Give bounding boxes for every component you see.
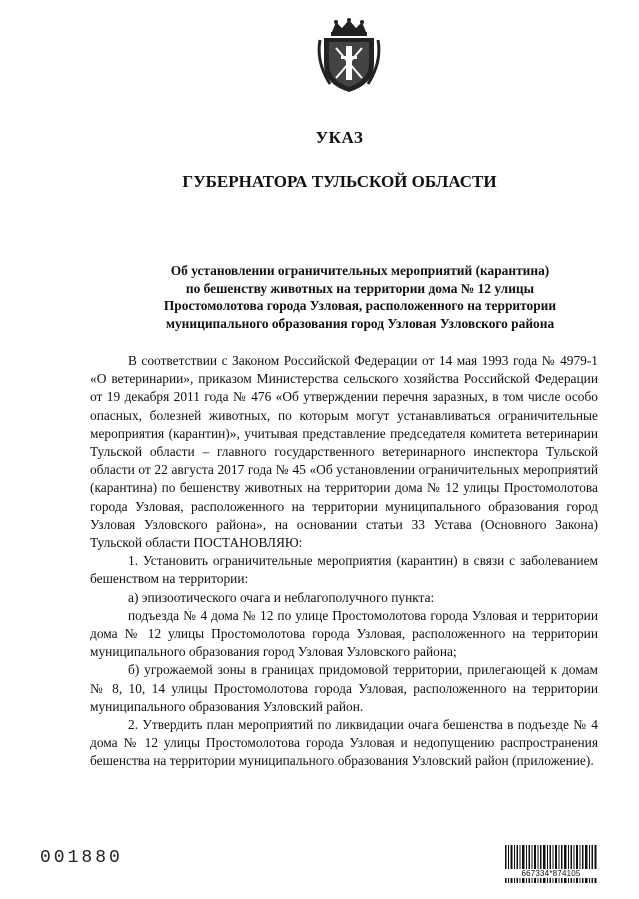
item-1a-paragraph: а) эпизоотического очага и неблагополучного пункта:: [128, 589, 435, 605]
heading-line: Об установлении ограничительных мероприятий (карантина): [170, 263, 550, 278]
heading-line: муниципального образования город Узловая Узловского района: [165, 315, 555, 331]
document-title: УКАЗ: [315, 128, 364, 147]
preamble-paragraph: В соответствии с Законом Российской Федерации от 14 мая 1993 года № 4979-1 «О ветеринарии», приказом Министерства сельского хозяйства Российской Федерации от 19 декабря 2011 года № 476 «Об утверждении перечня заразных, в том числе особо опасных, болезней животных, по которым могут устанавливаться ограничительные мероприятия (карантин)», учитывая представление председателя комитета ветеринарии Тульской области – главного государственного ветеринарного инспектора Тульской области от 22 августа 2017 года № 45 «Об установлении ограничительных мероприятий (карантина) по бешенству животных на территории дома № 12 улицы Простомолотова города Узловая, расположенного на территории муниципального образования город Узловая Узловского района», на основании статьи 33 Устава (Основного Закона) Тульской области ПОСТАНОВЛЯЮ:: [90, 353, 598, 551]
item-1-paragraph: 1. Установить ограничительные мероприятия (карантин) в связи с заболеванием бешенством на территории:: [90, 553, 598, 587]
tula-coat-of-arms-icon: [316, 18, 382, 94]
barcode-number: 667334*874105: [505, 869, 597, 878]
heading-line: Простомолотова города Узловая, расположенного на территории: [163, 298, 557, 313]
item-1a-detail-paragraph: подъезда № 4 дома № 12 по улице Простомолотова города Узловая и территории дома № 12 улицы Простомолотова города Узловая, расположенного на территории муниципального образования город Узловая Узловского района;: [90, 607, 598, 660]
document-heading: [90, 262, 630, 332]
item-2-paragraph: 2. Утвердить план мероприятий по ликвидации очага бешенства в подъезде № 4 дома № 12 улицы Простомолотова города Узловая и недопущению распространения бешенства на территории муниципального образования Узловский район (приложение).: [90, 717, 598, 769]
document-issuer: ГУБЕРНАТОРА ТУЛЬСКОЙ ОБЛАСТИ: [182, 172, 497, 191]
heading-line: по бешенству животных на территории дома № 12 улицы: [185, 280, 535, 296]
document-body: [90, 352, 598, 771]
item-1b-paragraph: б) угрожаемой зоны в границах придомовой территории, прилегающей к домам № 8, 10, 14 улицы Простомолотова города Узловая, расположенного на территории муниципального образования Узловский район.: [90, 662, 598, 714]
serial-number: 001880: [40, 848, 123, 868]
